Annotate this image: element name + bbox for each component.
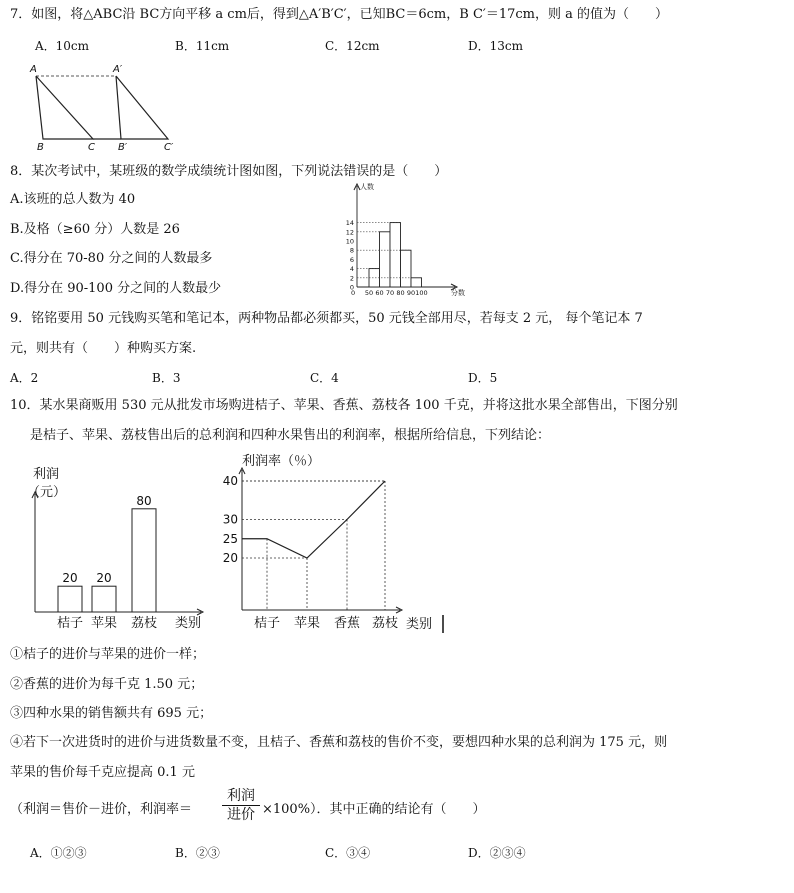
label-b-prime: B′ xyxy=(118,142,128,152)
hist-y-tick: 14 xyxy=(345,219,354,228)
hist-origin-label: 0 xyxy=(351,289,356,297)
q9-line2: 元，则共有（ ）种购买方案. xyxy=(10,341,197,356)
q10-option-d: D．②③④ xyxy=(468,846,526,860)
hist-y-tick: 2 xyxy=(349,274,354,283)
rate-y-label: 利润率（％） xyxy=(242,454,321,469)
q10-option-b: B．②③ xyxy=(175,846,220,860)
q9-option-c: C．4 xyxy=(310,371,339,385)
formula-denominator: 进价 xyxy=(227,807,255,823)
hist-y-tick: 6 xyxy=(349,255,354,264)
profit-y-label-line1: 利润 xyxy=(33,467,60,482)
rate-y-tick: 40 xyxy=(222,474,238,488)
triangle-a2b2c2 xyxy=(116,76,168,139)
hist-y-tick: 8 xyxy=(349,246,354,255)
hist-x-label: 分数 xyxy=(451,289,465,297)
label-c: C xyxy=(88,142,95,152)
profit-y-label-line2: （元） xyxy=(27,485,67,500)
q10-statement-4: ④若下一次进货时的进价与进货数量不变，且桔子、香蕉和荔枝的售价不变，要想四种水果的总利润为 175 元，则 xyxy=(10,735,668,750)
profit-bar-chart xyxy=(25,462,215,632)
q10-statement-4-cont: 苹果的售价每千克应提高 0.1 元 xyxy=(10,765,195,780)
hist-x-tick: 50 xyxy=(364,289,374,297)
q10-statement-1: ①桔子的进价与苹果的进价一样； xyxy=(10,647,206,662)
q10-formula-suffix: ×100%）．其中正确的结论有（ ） xyxy=(262,802,486,817)
formula-numerator: 利润 xyxy=(227,788,255,804)
q7-option-d: D．13cm xyxy=(468,39,523,53)
q9-line1: 9．铭铭要用 50 元钱购买笔和笔记本，两种物品都必须都买，50 元钱全部用尽，若每支 2 元， 每个笔记本 7 xyxy=(10,311,643,326)
q8-option-a: A.该班的总人数为 40 xyxy=(10,192,136,207)
q10-line1: 10．某水果商贩用 530 元从批发市场购进桔子、苹果、香蕉、荔枝各 100 千克，并将这批水果全部售出，下图分别 xyxy=(10,398,678,413)
label-c-prime: C′ xyxy=(164,142,174,152)
rate-category-label: 桔子 xyxy=(253,616,281,631)
q8-option-d: D.得分在 90-100 分之间的人数最少 xyxy=(10,281,222,296)
hist-bar xyxy=(411,278,422,287)
profit-rate-line-chart xyxy=(210,450,450,635)
rate-category-label: 苹果 xyxy=(293,616,321,631)
fraction-bar xyxy=(222,805,260,806)
profit-bar xyxy=(58,586,82,612)
hist-y-tick: 12 xyxy=(345,228,354,237)
profit-bar xyxy=(132,509,156,612)
score-histogram xyxy=(335,180,475,298)
hist-x-tick: 100 xyxy=(415,289,428,297)
q10-formula-prefix: （利润＝售价－进价，利润率＝ xyxy=(10,802,193,817)
hist-bar xyxy=(390,223,401,287)
q7-translation-figure xyxy=(25,60,195,152)
profit-bar-value-label: 20 xyxy=(96,571,112,586)
label-a: A xyxy=(30,64,37,75)
hist-x-tick: 70 xyxy=(385,289,395,297)
q8-option-c: C.得分在 70-80 分之间的人数最多 xyxy=(10,251,213,266)
q10-option-a: A．①②③ xyxy=(30,846,87,860)
hist-x-tick: 80 xyxy=(396,289,405,297)
label-b: B xyxy=(37,142,44,152)
formula-fraction xyxy=(222,788,260,823)
label-a-prime: A′ xyxy=(113,64,123,75)
rate-y-tick: 20 xyxy=(222,551,238,565)
hist-y-tick: 4 xyxy=(349,265,354,274)
rate-x-label: 类别 xyxy=(406,617,433,632)
hist-bar xyxy=(401,250,412,287)
hist-y-tick: 10 xyxy=(345,237,354,246)
q10-statement-2: ②香蕉的进价为每千克 1.50 元； xyxy=(10,677,204,692)
q7-option-a: A．10cm xyxy=(35,39,90,53)
q8-stem: 8．某次考试中，某班级的数学成绩统计图如图，下列说法错误的是（ ） xyxy=(10,164,448,179)
profit-category-label: 苹果 xyxy=(90,616,118,631)
q9-option-d: D．5 xyxy=(468,371,498,385)
hist-x-tick: 60 xyxy=(375,289,384,297)
rate-category-label: 荔枝 xyxy=(371,616,399,631)
q10-line2: 是桔子、苹果、荔枝售出后的总利润和四种水果售出的利润率，根据所给信息，下列结论： xyxy=(30,428,551,443)
q8-option-b: B.及格（≥60 分）人数是 26 xyxy=(10,222,180,237)
profit-category-label: 荔枝 xyxy=(130,616,158,631)
hist-bar xyxy=(369,269,380,287)
profit-x-label: 类别 xyxy=(175,616,202,631)
profit-bar-value-label: 20 xyxy=(62,571,78,586)
q7-option-c: C．12cm xyxy=(325,39,380,53)
q10-statement-3: ③四种水果的销售额共有 695 元； xyxy=(10,706,213,721)
hist-y-tick: 0 xyxy=(349,283,354,292)
profit-category-label: 桔子 xyxy=(56,616,84,631)
q10-option-c: C．③④ xyxy=(325,846,371,860)
q9-option-b: B．3 xyxy=(152,371,181,385)
profit-bar xyxy=(92,586,116,612)
rate-y-tick: 30 xyxy=(222,512,238,527)
q7-stem: 7．如图，将△ABC沿 BC方向平移 a cm后，得到△A′B′C′，已知BC＝6cm，B C′＝17cm，则 a 的值为（ ） xyxy=(10,7,669,22)
rate-y-tick: 25 xyxy=(222,531,238,546)
hist-x-tick: 90 xyxy=(406,289,416,297)
q7-option-b: B．11cm xyxy=(175,39,230,53)
profit-bar-value-label: 80 xyxy=(136,493,152,508)
hist-y-label: 人数 xyxy=(360,183,374,191)
hist-bar xyxy=(380,232,391,287)
rate-category-label: 香蕉 xyxy=(333,616,361,631)
q9-option-a: A．2 xyxy=(10,371,39,385)
triangle-abc xyxy=(36,76,93,139)
